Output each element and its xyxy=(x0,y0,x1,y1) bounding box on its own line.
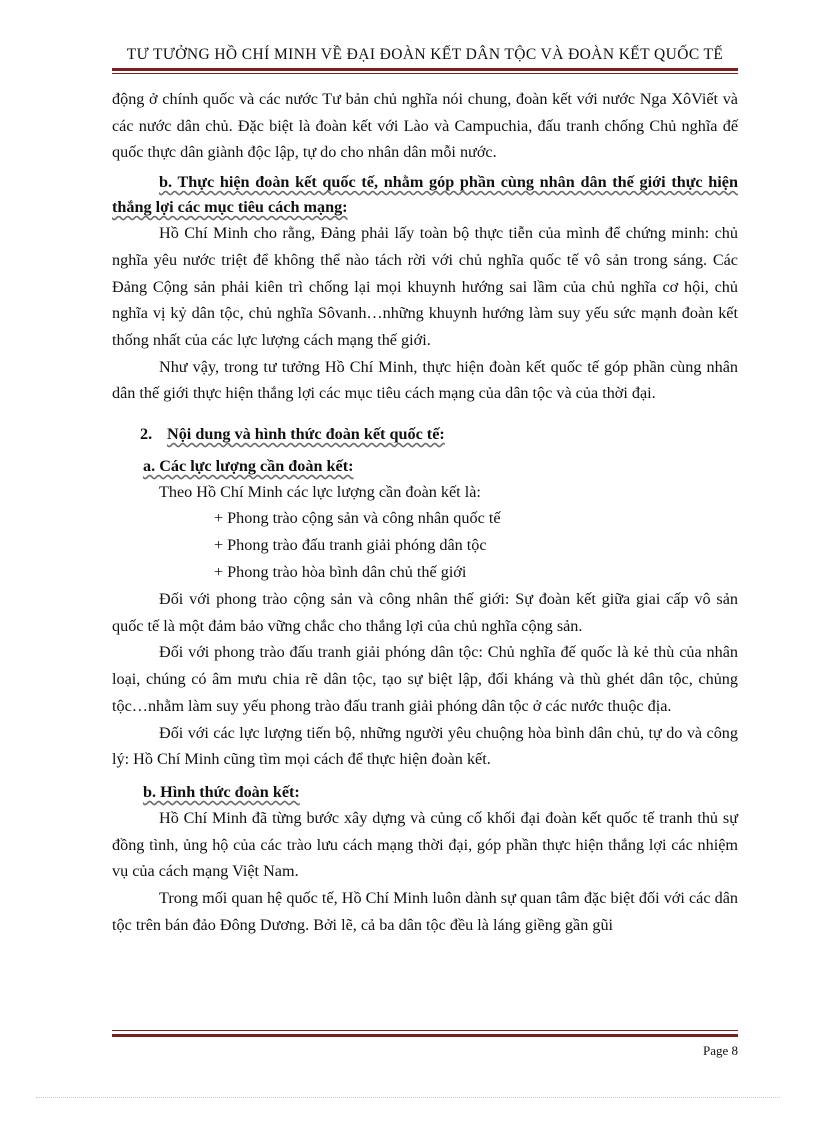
paragraph-a-intro: Theo Hồ Chí Minh các lực lượng cần đoàn kết là: xyxy=(159,483,481,502)
paragraph-b1-1: Hồ Chí Minh cho rằng, Đảng phải lấy toàn bộ thực tiễn của mình để chứng minh: chủ nghĩa yêu nước triệt để không thể nào tách rời với chủ nghĩa quốc tế vô sản trong sáng. Các Đảng Cộng sản phải kiên trì chống lại mọi khuynh hướng sai lầm của chủ nghĩa cơ hội, chủ nghĩa vị kỷ dân tộc, chủ nghĩa Sôvanh…những khuynh hướng làm suy yếu sức mạnh đoàn kết thống nhất của các lực lượng cách mạng thế giới. xyxy=(112,224,738,349)
paragraph-b2-1: Hồ Chí Minh đã từng bước xây dựng và củng cố khối đại đoàn kết quốc tế tranh thủ sự đồng tình, ủng hộ của các trào lưu cách mạng thời đại, góp phần thực hiện thắng lợi các nhiệm vụ của cách mạng Việt Nam. xyxy=(112,808,738,881)
heading-b2-text: b. Hình thức đoàn kết: xyxy=(143,782,300,801)
header-rule-thin xyxy=(112,73,738,74)
section-2-title: Nội dung và hình thức đoàn kết quốc tế: xyxy=(167,425,445,444)
page-boundary-dotted-line xyxy=(36,1097,780,1098)
paragraph-a-1: Đối với phong trào cộng sản và công nhân thế giới: Sự đoàn kết giữa giai cấp vô sản quốc tế là một đảm bảo vững chắc cho thắng lợi của chủ nghĩa cộng sản. xyxy=(112,590,738,635)
paragraph-b2-2: Trong mối quan hệ quốc tế, Hồ Chí Minh luôn dành sự quan tâm đặc biệt đối với các dân tộc trên bán đảo Đông Dương. Bởi lẽ, cả ba dân tộc đều là láng giềng gần gũi xyxy=(112,889,738,934)
list-item: + Phong trào đấu tranh giải phóng dân tộc xyxy=(214,536,487,555)
document-body xyxy=(112,86,738,938)
heading-a-forces xyxy=(143,453,738,479)
header-rule-thick xyxy=(112,68,738,71)
heading-a-text: a. Các lực lượng cần đoàn kết: xyxy=(143,457,354,476)
list-item: + Phong trào hòa bình dân chủ thế giới xyxy=(214,563,467,582)
section-2-number: 2. xyxy=(140,425,153,444)
section-2-heading xyxy=(140,421,738,447)
footer-rule-thin xyxy=(112,1030,738,1031)
page-number: Page 8 xyxy=(702,1043,738,1058)
running-header: TƯ TƯỞNG HỒ CHÍ MINH VỀ ĐẠI ĐOÀN KẾT DÂN TỘC VÀ ĐOÀN KẾT QUỐC TẾ xyxy=(126,46,724,63)
footer-rule-thick xyxy=(112,1034,738,1037)
paragraph-b1-2: Như vậy, trong tư tưởng Hồ Chí Minh, thực hiện đoàn kết quốc tế góp phần cùng nhân dân thế giới thực hiện thắng lợi các mục tiêu cách mạng của dân tộc và của thời đại. xyxy=(112,357,738,403)
heading-b1-text: b. Thực hiện đoàn kết quốc tế, nhằm góp phần cùng nhân dân thế giới thực hiện thắng lợi các mục tiêu cách mạng: xyxy=(112,173,738,217)
paragraph-a-2: Đối với phong trào đấu tranh giải phóng dân tộc: Chủ nghĩa đế quốc là kẻ thù của nhân loại, chúng có âm mưu chia rẽ dân tộc, tạo sự biệt lập, đối kháng và thù ghét dân tộc, chủng tộc…nhằm làm suy yếu phong trào đấu tranh giải phóng dân tộc ở các nước thuộc địa. xyxy=(112,643,738,715)
heading-b2-forms xyxy=(143,779,738,805)
paragraph-a-3: Đối với các lực lượng tiến bộ, những người yêu chuộng hòa bình dân chủ, tự do và công lý: Hồ Chí Minh cũng tìm mọi cách để thực hiện đoàn kết. xyxy=(112,723,738,769)
paragraph-intro: động ở chính quốc và các nước Tư bản chủ nghĩa nói chung, đoàn kết với nước Nga XôViết và các nước dân chủ. Đặc biệt là đoàn kết với Lào và Campuchia, đấu tranh chống Chủ nghĩa đế quốc thực dân giành độc lập, tự do cho nhân dân mỗi nước. xyxy=(112,90,738,162)
heading-b-international-solidarity xyxy=(112,170,738,220)
list-item: + Phong trào cộng sản và công nhân quốc tế xyxy=(214,509,501,528)
